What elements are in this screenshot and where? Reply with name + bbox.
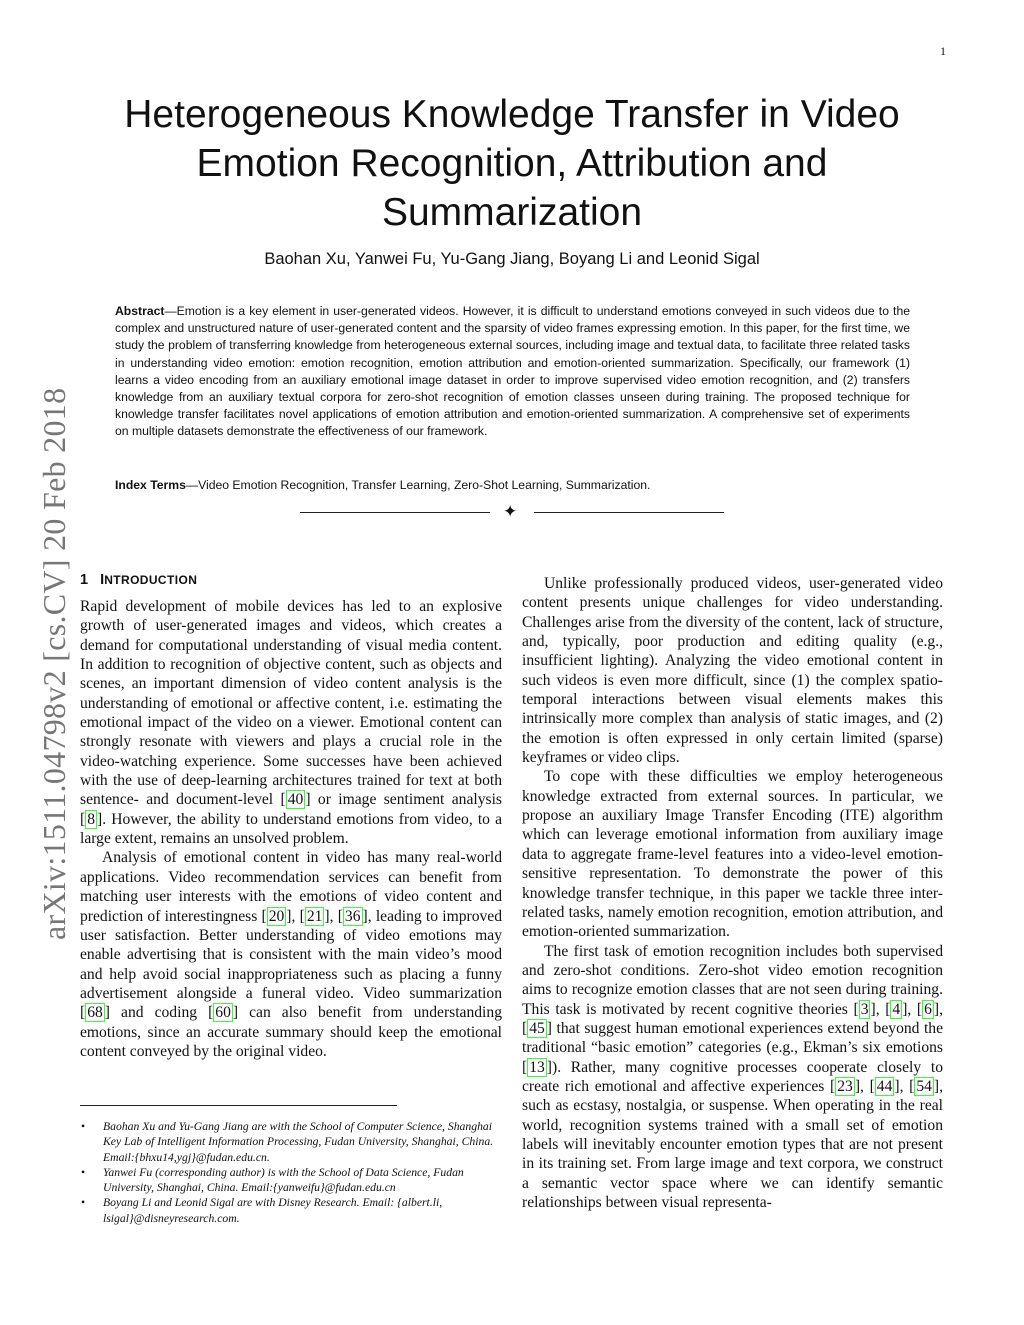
page-number: 1 [940, 44, 946, 58]
citation-link[interactable]: 20 [268, 907, 285, 925]
citation-link[interactable]: 13 [529, 1058, 545, 1076]
section-heading [80, 572, 197, 588]
citation-link[interactable]: 44 [876, 1077, 893, 1095]
citation-link[interactable]: 60 [215, 1004, 231, 1022]
divider-star-icon: ✦ [503, 502, 518, 521]
paragraph: The first task of emotion recognition includes both supervised and zero-shot conditions. Zero-shot video emotion recognition aims to recognize emotion classes that are not seen during training. This task is motivated by recent cognitive theories [ 3 ], [ 4 ], [ 6 ], [ 45 ] that suggest human emotional experiences extend beyond the traditional “basic emotion” categories (e.g., Ekman’s six emotions [ 13 ]). Rather, many cognitive processes cooperate closely to create rich emotional and affective experiences [ 23 ], [ 44 ], [ 54 ], such as ecstasy, nostalgia, or suspense. When operating in the real world, recognition systems trained with a small set of emotion labels will inevitably encounter emotion types that are not present in its training set. From large image and text corpora, we construct a semantic vector space where we can identify semantic relationships between visual representa- [522, 942, 944, 1211]
author-list: Baohan Xu, Yanwei Fu, Yu-Gang Jiang, Boyang Li and Leonid Sigal [264, 250, 760, 268]
citation-link[interactable]: 68 [87, 1004, 103, 1022]
citation-link[interactable]: 23 [837, 1077, 853, 1095]
index-terms [115, 477, 910, 494]
citation-link[interactable]: 36 [344, 907, 361, 925]
footnote-rule [80, 1105, 397, 1106]
divider-line-right [534, 512, 724, 513]
citation-link[interactable]: 21 [306, 907, 323, 925]
arxiv-identifier[interactable]: arXiv:1511.04798v2 [cs.CV] 20 Feb 2018 [36, 387, 72, 940]
paper-title: Heterogeneous Knowledge Transfer in Video Emotion Recognition, Attribution and Summarization [124, 93, 900, 234]
section-title-rest: NTRODUCTION [104, 573, 198, 587]
footnote-item: • Boyang Li and Leonid Sigal are with Disney Research. Email: {albert.li, lsigal}@disneyresearch.com. [81, 1196, 443, 1225]
paragraph: To cope with these difficulties we employ heterogeneous knowledge extracted from external sources. In particular, we propose an auxiliary Image Transfer Encoding (ITE) algorithm which can leverage emotional information from auxiliary image data to aggregate frame-level features into a video-level emotion-sensitive representation. To demonstrate the power of this knowledge transfer technique, in this paper we tackle three inter-related tasks, namely emotion recognition, emotion attribution, and emotion-oriented summarization. [522, 768, 943, 941]
abstract [115, 303, 910, 441]
footnote-item: • Yanwei Fu (corresponding author) is with the School of Data Science, Fudan University, Shanghai, China. Email:{yanweifu}@fudan.edu.cn [81, 1165, 464, 1195]
bullet-icon: • [81, 1120, 86, 1133]
citation-link[interactable]: 3 [860, 1000, 869, 1018]
divider-line-left [300, 512, 490, 513]
section-divider [300, 504, 724, 520]
index-terms-text: —Video Emotion Recognition, Transfer Learning, Zero-Shot Learning, Summarization. [185, 478, 651, 492]
right-column [522, 574, 943, 1212]
paragraph: Unlike professionally produced videos, user-generated video content presents unique challenges for video understanding. Challenges arise from the diversity of the content, lack of structure, and, typically, poor production and editing quality (e.g., insufficient lighting). Analyzing the video emotional content in such videos is even more difficult, since (1) the complex spatio-temporal interactions between visual elements makes this intrinsically more complex than analysis of static images, and (2) the emotion is often expressed in only certain limited (sparse) keyframes or video clips. [522, 575, 943, 767]
footnotes [80, 1119, 502, 1226]
citation-link[interactable]: 4 [892, 1000, 901, 1018]
paragraph: Analysis of emotional content in video has many real-world applications. Video recommendation services can benefit from matching user interests with the emotions of video content and prediction of interestingness [ 20 ], [ 21 ], [ 36 ], leading to improved user satisfaction. Better understanding of video emotions may enable advertising that is consistent with the main video’s mood and help avoid social inappropriateness such as placing a funny advertisement alongside a funeral video. Video summarization [ 68 ] and coding [ 60 ] can also benefit from understanding emotions, since an accurate summary should keep the emotional content conveyed by the original video. [80, 849, 503, 1060]
abstract-text: —Emotion is a key element in user-generated videos. However, it is difficult to understand emotions conveyed in such videos due to the complex and unstructured nature of user-generated content and the sparsity of video frames expressing emotion. In this paper, for the first time, we study the problem of transferring knowledge from heterogeneous external sources, including image and textual data, to facilitate three related tasks in understanding video emotion: emotion recognition, emotion attribution and emotion-oriented summarization. Specifically, our framework (1) learns a video encoding from an auxiliary emotional image dataset in order to improve supervised video emotion recognition, and (2) transfers knowledge from an auxiliary textual corpora for zero-shot recognition of emotion classes unseen during training. The proposed technique for knowledge transfer facilitates novel applications of emotion attribution and emotion-oriented summarization. A comprehensive set of experiments on multiple datasets demonstrate the effectiveness of our framework. [115, 304, 910, 439]
citation-link[interactable]: 54 [916, 1077, 932, 1095]
citation-link[interactable]: 45 [529, 1019, 545, 1037]
index-terms-label: Index Terms [115, 478, 186, 492]
section-number: 1 [80, 572, 89, 588]
citation-link[interactable]: 40 [287, 791, 304, 809]
footnote-item: • Baohan Xu and Yu-Gang Jiang are with the School of Computer Science, Shanghai Key Lab of Intelligent Information Processing, Fudan University, Shanghai, China. Email:{bhxu14,ygj}@fudan.edu.cn. [81, 1120, 494, 1164]
left-column [80, 597, 502, 1061]
citation-link[interactable]: 6 [924, 1000, 932, 1018]
citation-link[interactable]: 8 [87, 810, 95, 828]
section-title-initial: I [100, 572, 105, 588]
paragraph: Rapid development of mobile devices has led to an explosive growth of user-generated images and videos, which creates a demand for computational understanding of visual media content. In addition to recognition of objective content, such as objects and scenes, an important dimension of video content analysis is the understanding of emotional or affective content, i.e. estimating the emotional impact of the video on a viewer. Emotional content can strongly resonate with viewers and plays a crucial role in the video-watching experience. Some successes have been achieved with the use of deep-learning architectures trained for text at both sentence- and document-level [ 40 ] or image sentiment analysis [ 8 ]. However, the ability to understand emotions from video, to a large extent, remains an unsolved problem. [80, 598, 502, 848]
bullet-icon: • [81, 1165, 86, 1179]
abstract-label: Abstract [115, 304, 165, 318]
bullet-icon: • [81, 1196, 86, 1210]
